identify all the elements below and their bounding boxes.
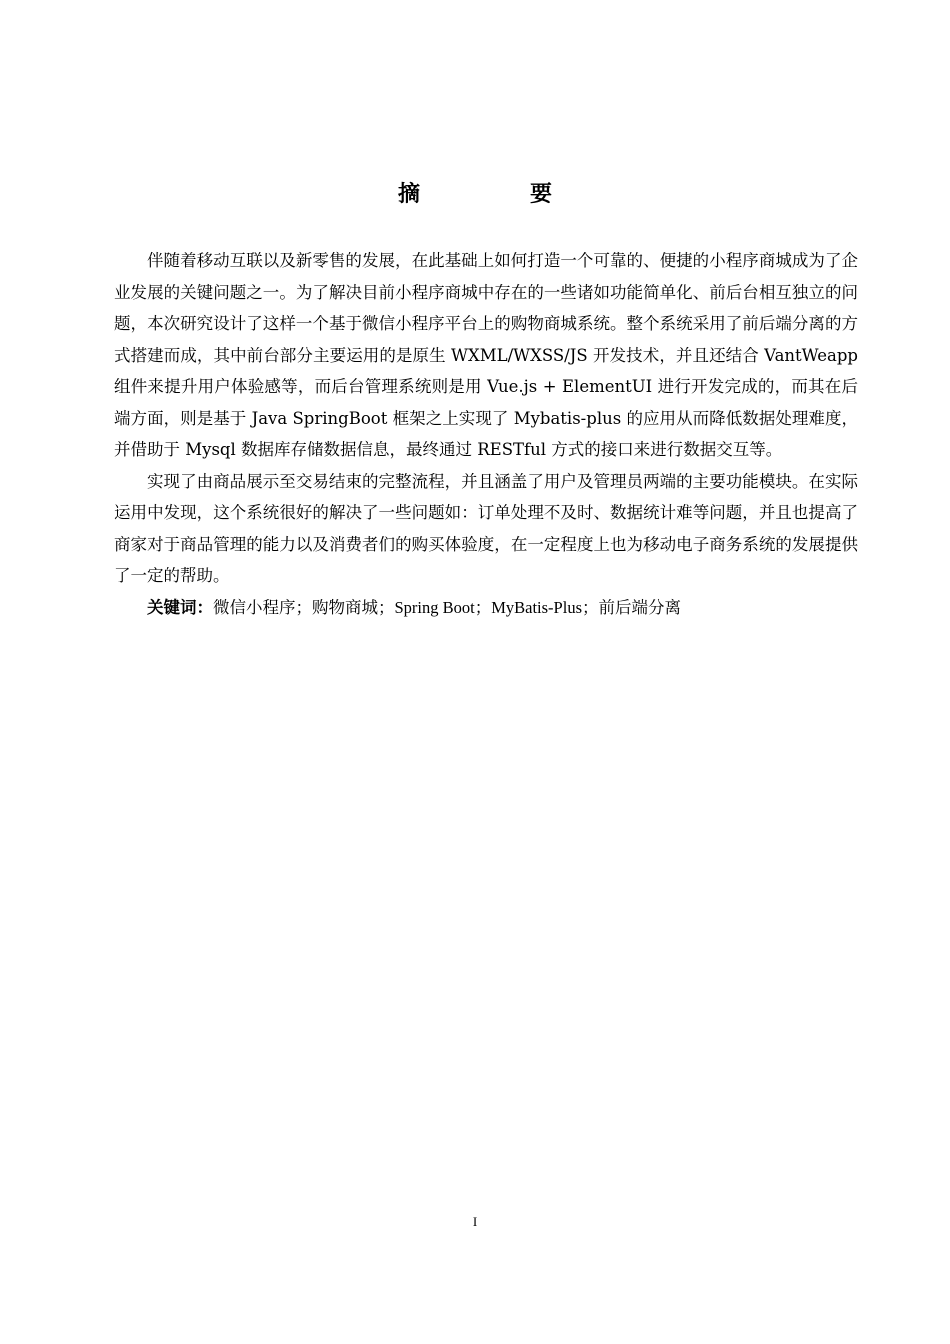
abstract-body <box>114 245 858 623</box>
page-number: I <box>472 1214 478 1229</box>
keywords-line <box>114 592 858 624</box>
keywords-list: 微信小程序；购物商城；Spring Boot；MyBatis-Plus；前后端分离 <box>213 597 681 617</box>
abstract-title: 摘 要 <box>397 182 596 207</box>
abstract-paragraph-1: 伴随着移动互联以及新零售的发展，在此基础上如何打造一个可靠的、便捷的小程序商城成为了企业发展的关键问题之一。为了解决目前小程序商城中存在的一些诸如功能简单化、前后台相互独立的问题，本次研究设计了这样一个基于微信小程序平台上的购物商城系统。整个系统采用了前后端分离的方式搭建而成，其中前台部分主要运用的是原生 WXML/WXSS/JS 开发技术，并且还结合 VantWeapp 组件来提升用户体验感等，而后台管理系统则是用 Vue.js + ElementUI 进行开发完成的，而其在后端方面，则是基于 Java SpringBoot 框架之上实现了 Mybatis-plus 的应用从而降低数据处理难度，并借助于 Mysql 数据库存储数据信息，最终通过 RESTful 方式的接口来进行数据交互等。 <box>114 251 858 459</box>
abstract-paragraph-2: 实现了由商品展示至交易结束的完整流程，并且涵盖了用户及管理员两端的主要功能模块。在实际运用中发现，这个系统很好的解决了一些问题如：订单处理不及时、数据统计难等问题，并且也提高了商家对于商品管理的能力以及消费者们的购买体验度，在一定程度上也为移动电子商务系统的发展提供了一定的帮助。 <box>114 471 858 585</box>
keywords-label: 关键词： <box>147 597 213 617</box>
